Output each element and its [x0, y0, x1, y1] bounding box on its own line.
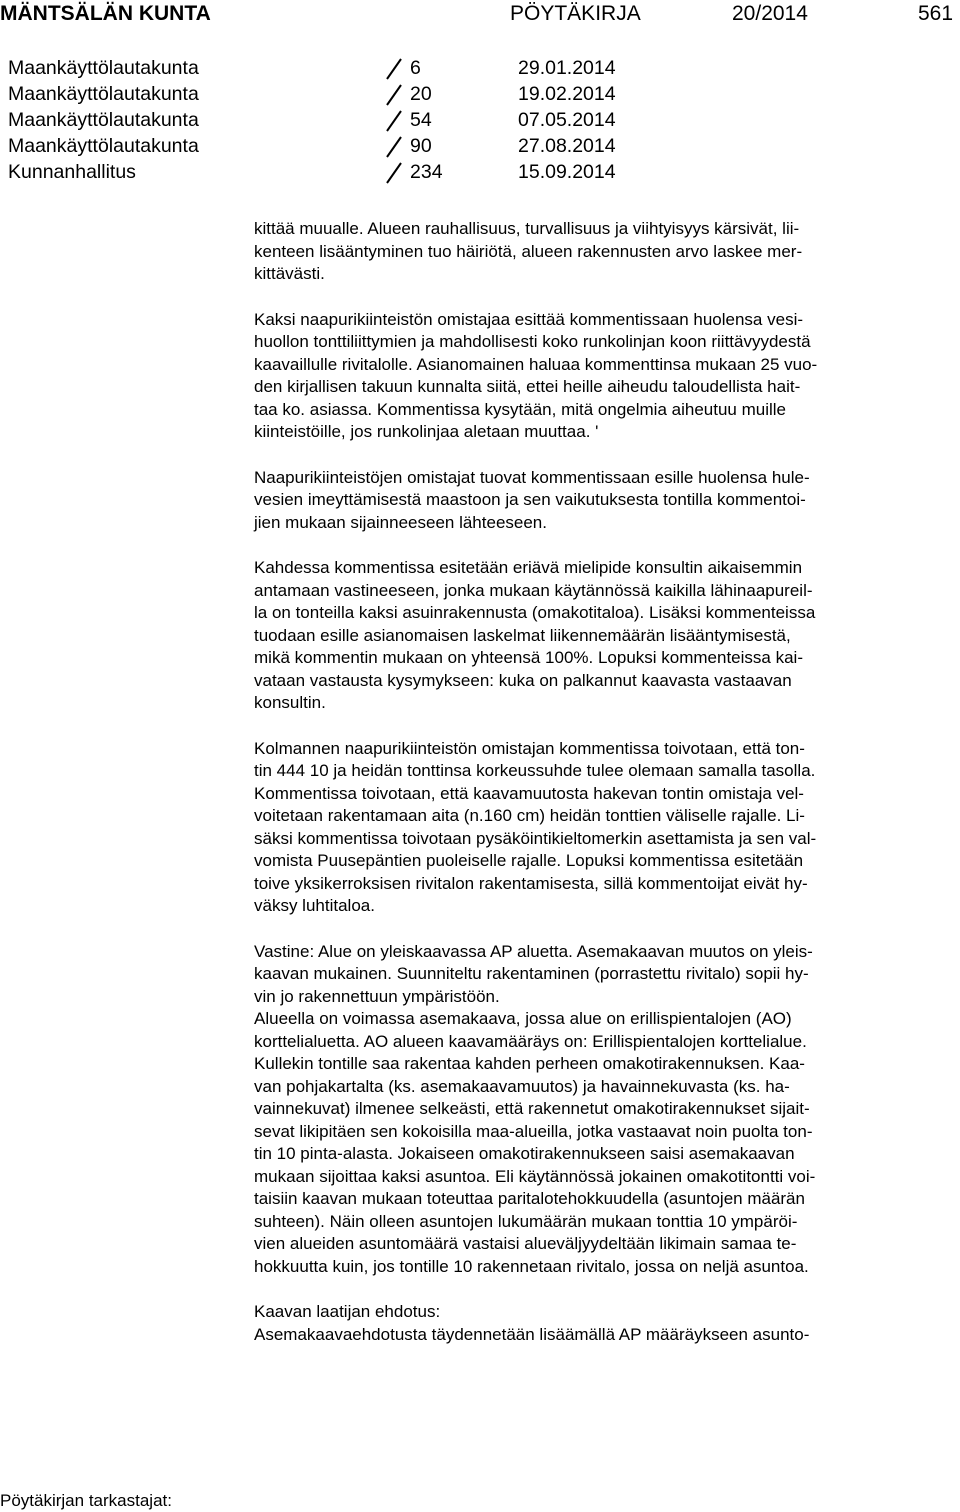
reference-date: 15.09.2014	[518, 161, 616, 183]
reference-body: Maankäyttölautakunta	[8, 57, 199, 79]
reference-row	[8, 133, 708, 159]
reference-body: Maankäyttölautakunta	[8, 135, 199, 157]
reference-body: Maankäyttölautakunta	[8, 83, 199, 105]
reference-body: Maankäyttölautakunta	[8, 109, 199, 131]
document-body	[254, 218, 954, 1369]
proposal-paragraph: Kaavan laatijan ehdotus: Asemakaavaehdotusta täydennetään lisäämällä AP määräykseen asunto-	[254, 1302, 810, 1344]
paragraph: Kolmannen naapurikiinteistön omistajan kommentissa toivotaan, että ton- tin 444 10 ja heidän tonttinsa korkeussuhde tulee olemaan samalla tasolla. Kommentissa toivotaan, että kaavamuutosta hakevan tontin omistaja vel- voitetaan rakentamaan aita (n.160 cm) heidän tonttien väliselle rajalle. Li- säksi kommentissa toivotaan pysäköintikieltomerkin asettamista ja sen val- vomista Puusepäntien puoleiselle rajalle. Lopuksi kommentissa esitetään toive yksikerroksisen rivitalon rakentamisesta, sillä kommentoijat eivät hy- väksy luhtitaloa.	[254, 738, 817, 915]
reference-row	[8, 107, 708, 133]
reference-paragraph: 234	[410, 161, 443, 183]
section-sign-icon	[386, 84, 402, 106]
page-number: 561	[918, 2, 954, 25]
reference-date: 19.02.2014	[518, 83, 616, 105]
reference-date: 07.05.2014	[518, 109, 616, 131]
section-sign-icon	[386, 162, 402, 184]
reference-date: 29.01.2014	[518, 57, 616, 79]
paragraph: kittää muualle. Alueen rauhallisuus, turvallisuus ja viihtyisyys kärsivät, lii- kenteen lisääntyminen tuo häiriötä, alueen rakennusten arvo laskee mer- kittävästi.	[254, 219, 803, 283]
reference-paragraph: 20	[410, 83, 432, 105]
reference-row	[8, 159, 708, 185]
reference-paragraph: 90	[410, 135, 432, 157]
page-header	[0, 0, 960, 30]
reference-paragraph: 54	[410, 109, 432, 131]
paragraph: Naapurikiinteistöjen omistajat tuovat kommentissaan esille huolensa hule- vesien imeyttämisestä maastoon ja sen vaikutuksesta tontilla kommentoi- jien mukaan sijainneeseen lähteeseen.	[254, 467, 810, 532]
paragraph: Alueella on voimassa asemakaava, jossa alue on erillispientalojen (AO) korttelialuetta. AO alueen kaavamääräys on: Erillispientalojen korttelialue. Kullekin tontille saa rakentaa kahden perheen omakotirakennuksen. Kaa- van pohjakartalta (ks. asemakaavamuutos) ja havainnekuvasta (ks. ha- vainnekuvat) ilmenee selkeästi, että rakennetut omakotirakennukset sijait- sevat likipitäen sen kokoisilla maa-alueilla, jotka vastaavat noin puolta ton- tin 10 pinta-alasta. Jokaiseen omakotirakennukseen saisi asemakaavan mukaan sijoittaa kaksi asuntoa. Eli käytännössä jokainen omakotitontti voi- taisiin kaavan mukaan toteuttaa paritalotehokkuudella (asuntojen määrän suhteen). Näin olleen asuntojen lukumäärän mukaan tonttia 10 ympäröi- vien alueiden asuntomäärä vastaisi alueväljyydeltään likimain samaa te- hokkuutta kuin, jos tontille 10 rakennetaan rivitalo, jossa on neljä asuntoa.	[254, 1009, 816, 1276]
reference-body: Kunnanhallitus	[8, 161, 136, 183]
footer-label: Pöytäkirjan tarkastajat:	[0, 1491, 172, 1510]
reference-date: 27.08.2014	[518, 135, 616, 157]
section-sign-icon	[386, 136, 402, 158]
paragraph: Kahdessa kommentissa esitetään eriävä mielipide konsultin aikaisemmin antamaan vastineeseen, jonka mukaan käytännössä kaikilla lähinaapureil- la on tonteilla kaksi asuinrakennusta (omakotitaloa). Lisäksi kommenteissa tuodaan esille asianomaisen laskelmat liikennemäärän lisääntymisestä, mikä kommentin mukaan on yhteensä 100%. Lopuksi kommenteissa kai- vataan vastausta kysymykseen: kuka on palkannut kaavasta vastaavan konsultin.	[254, 558, 816, 712]
page-footer	[0, 1490, 172, 1512]
document-number: 20/2014	[732, 2, 808, 25]
reference-row	[8, 55, 708, 81]
organization-name: MÄNTSÄLÄN KUNTA	[0, 2, 211, 25]
section-sign-icon	[386, 58, 402, 80]
reference-row	[8, 81, 708, 107]
document-type: PÖYTÄKIRJA	[510, 2, 641, 25]
reference-list	[8, 55, 708, 185]
reference-paragraph: 6	[410, 57, 421, 79]
paragraph: Kaksi naapurikiinteistön omistajaa esittää kommentissaan huolensa vesi- huollon tonttiliittymien ja mahdollisesti koko runkolinjan koon riittävyydestä kaavaillulle rivitalolle. Asianomainen haluaa kommenttinsa mukaan 25 vuo- den kirjallisen takuun kunnalta siitä, ettei heille aiheudu taloudellista hait- taa ko. asiassa. Kommentissa kysytään, mitä ongelmia aiheutuu muille kiinteistöille, jos runkolinjaa aletaan muuttaa. '	[254, 309, 818, 441]
section-sign-icon	[386, 110, 402, 132]
response-paragraph: Vastine: Alue on yleiskaavassa AP aluetta. Asemakaavan muutos on yleis- kaavan mukainen. Suunniteltu rakentaminen (porrastettu rivitalo) sopii hy- vin jo rakennettuun ympäristöön.	[254, 941, 813, 1006]
